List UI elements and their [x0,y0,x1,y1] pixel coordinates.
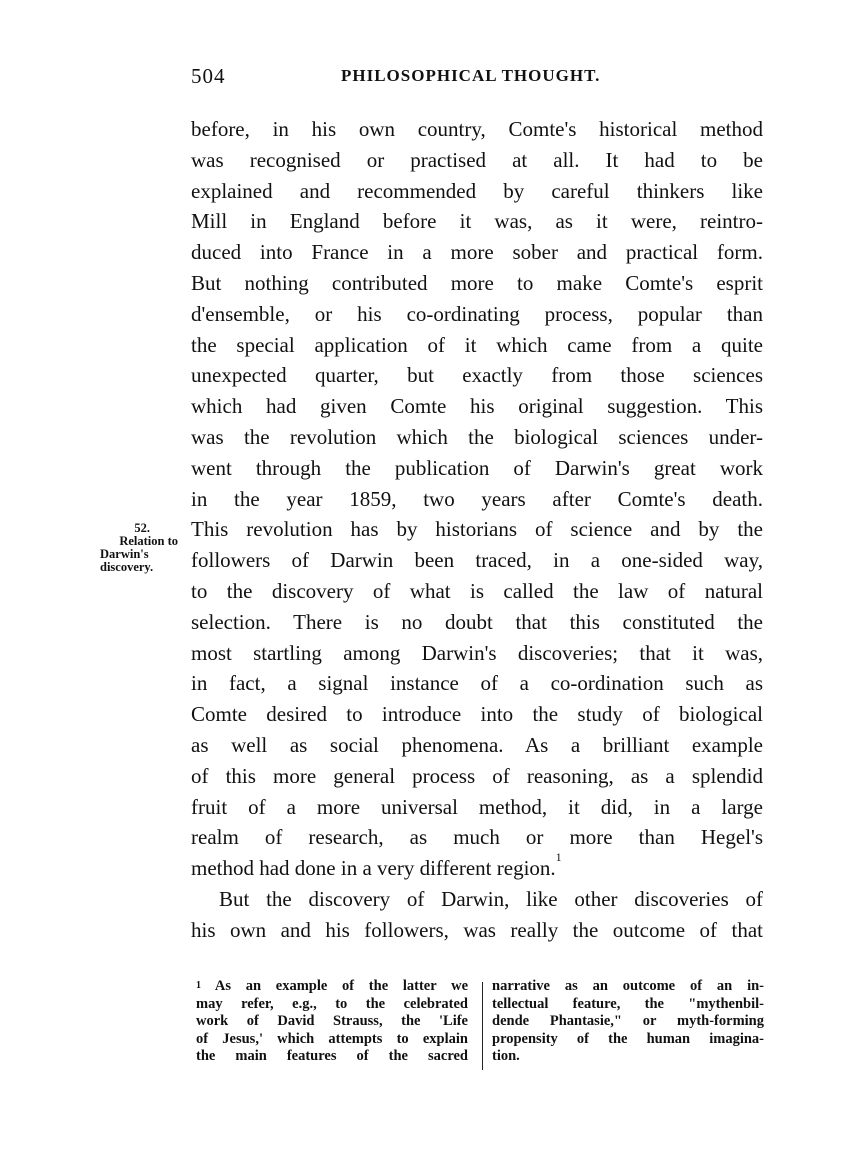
text-line-content: method had done in a very different region. [191,856,556,881]
footnote-column-left [196,978,468,1066]
marginal-note-line: Darwin's [100,547,149,561]
text-line: But nothing contributed more to make Comte's esprit [191,270,763,295]
text-line: in the year 1859, two years after Comte's death. [191,486,763,511]
footnote-line: may refer, e.g., to the celebrated [196,995,468,1012]
text-line: d'ensemble, or his co-ordinating process, popular than [191,301,763,326]
footnote-line: propensity of the human imagina- [492,1030,764,1047]
text-line: Comte desired to introduce into the study of biological [191,702,763,727]
text-line: the special application of it which came from a quite [191,332,763,357]
running-head: PHILOSOPHICAL THOUGHT. [341,66,601,85]
footnote [196,978,768,1073]
text-line: followers of Darwin been traced, in a one-sided way, [191,548,763,573]
text-line: went through the publication of Darwin's great work [191,455,763,480]
marginal-note-line: Relation to [119,534,178,548]
text-line: his own and his followers, was really the outcome of that [191,917,763,942]
page-header [191,64,763,94]
footnote-line: dende Phantasie," or myth-forming [492,1013,764,1029]
text-line: But the discovery of Darwin, like other discoveries of [219,886,763,911]
footnote-line-content: As an example of the latter we [214,978,468,994]
footnote-column-right [492,978,764,1066]
footnote-line: tellectual feature, the "mythenbil- [492,995,764,1012]
text-line: in fact, a signal instance of a co-ordination such as [191,671,763,696]
marginal-note [96,522,178,574]
text-line: was the revolution which the biological sciences under- [191,424,763,449]
text-line: of this more general process of reasoning, as a splendid [191,763,763,788]
footnote-line: tion. [492,1048,520,1064]
text-line: most startling among Darwin's discoveries; that it was, [191,640,763,665]
footnote-line-with-marker [196,978,468,996]
footnote-reference: 1 [555,850,562,865]
text-line: to the discovery of what is called the law of natural [191,578,763,603]
text-line: was recognised or practised at all. It had to be [191,147,763,172]
text-line: Mill in England before it was, as it were, reintro- [191,209,763,234]
text-line: unexpected quarter, but exactly from those sciences [191,363,763,388]
page-number: 504 [191,64,226,88]
footnote-line: work of David Strauss, the 'Life [196,1013,468,1029]
text-line: which had given Comte his original suggestion. This [191,394,763,419]
footnote-marker: 1 [196,980,201,991]
text-line: This revolution has by historians of science and by the [191,517,763,542]
marginal-note-number: 52. [134,521,150,535]
text-line: selection. There is no doubt that this constituted the [191,609,763,634]
text-line: as well as social phenomena. As a brilliant example [191,732,763,757]
text-line: realm of research, as much or more than Hegel's [191,825,763,850]
marginal-note-line: discovery. [100,560,154,574]
text-line: before, in his own country, Comte's historical method [191,117,763,141]
text-line: fruit of a more universal method, it did, in a large [191,794,763,819]
footnote-line: of Jesus,' which attempts to explain [196,1030,468,1047]
text-line: explained and recommended by careful thinkers like [191,178,763,203]
body-text [191,114,763,946]
footnote-line: the main features of the sacred [196,1048,468,1064]
text-line: duced into France in a more sober and practical form. [191,240,763,265]
footnote-divider [482,982,483,1070]
footnote-line: narrative as an outcome of an in- [492,978,764,994]
text-line-with-footnote [191,850,763,884]
